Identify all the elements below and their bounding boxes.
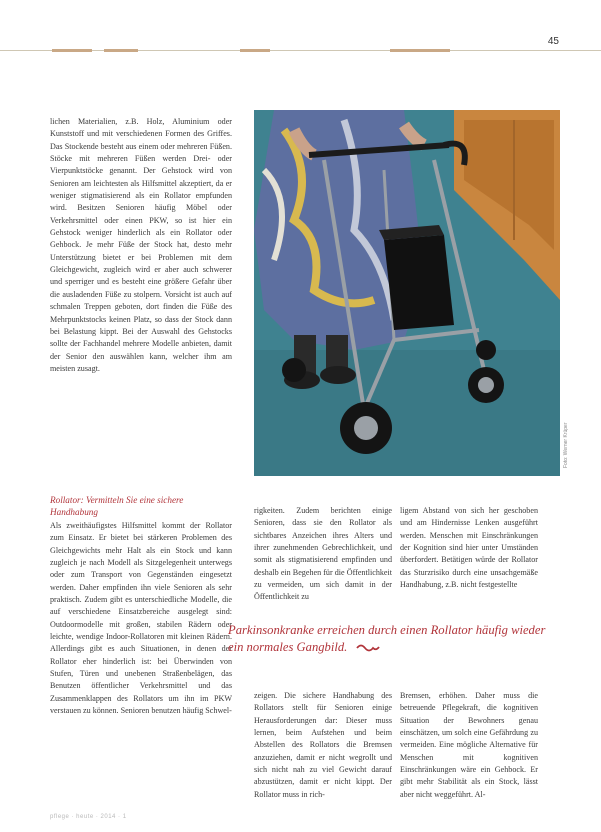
- paragraph: lichen Materialien, z.B. Holz, Aluminium oder Kunststoff und mit verschiedenen Formen des Griffes. Das Stockende besteht aus einem oder mehreren Füßen. Stöcke mit mehreren Füßen werden Drei- oder Vierpunktstöcke genannt. Der Gehstock wird von Senioren am leichtesten als Hilfsmittel akzeptiert, da er weniger stigmatisierend als ein Rollator empfunden wird. Besitzen Senioren häufig Möbel oder Verkehrsmittel oder einen PKW, so ist hier ein Gehstock weniger hinderlich als ein Rollator oder Gehbock. Je mehr Füße der Stock hat, desto mehr Unterstützung bietet er bei Problemen mit dem Gleichgewicht, zugleich wird er aber auch schwerer und sperriger und es besteht eine größere Gefahr über die ausladenden Füße zu stolpern. Vorsicht ist auch auf schmalen Treppen geboten, dort finden die Füße des Mehrpunktstocks keinen Platz, so dass der Stock dann bei Belastung kippt. Bei der Auswahl des Gehstocks sollte der Fachhandel mehrere Modelle anbieten, damit der Senior den auswählen kann, welcher ihm am meisten zusagt.: [50, 117, 232, 373]
- paragraph: Bremsen, erhöhen. Daher muss die betreuende Pflegekraft, die kognitiven Situation der Bewohners genau einschätzen, um solch eine Gefährdung zu vermeiden. Eine mögliche Alternative für Menschen mit kognitiven Einschränkungen wäre ein Gehbock. Er gibt mehr Stabilität als ein Stock, lässt aber nicht weggeführt. Al-: [400, 691, 538, 799]
- pull-quote-text: Parkinsonkranke erreichen durch einen Rollator häufig wieder ein normales Gangbild.: [228, 623, 546, 654]
- article-column-3-bottom: [400, 690, 538, 801]
- article-column-2-top: [254, 505, 392, 604]
- article-column-2-bottom: [254, 690, 392, 801]
- page-footer: pflege · heute · 2014 · 1: [50, 814, 127, 820]
- photo-credit: Foto: Werner Krüper: [563, 422, 569, 468]
- paragraph: Als zweithäufigstes Hilfsmittel kommt der Rollator zum Einsatz. Er bietet bei stärkeren Problemen des Gleichgewichts mehr Halt als ein Stock und kann zugleich je nach Modell als Sitzgelegenheit unterwegs oder zum Transport von Gegenständen eingesetzt werden. Daher empfinden ihn viele Senioren als sehr praktisch. Zudem gibt es unterschiedliche Modelle, die auf verschiedene Einsatzbereiche ausgelegt sind: Outdoormodelle mit großen, stabilen Rädern oder leichte, wendige Indoor-Rollatoren mit kleinen Rädern. Allerdings gibt es auch Situationen, in denen der Rollator eher hinderlich ist: bei Überwinden von Stufen, Türen und unebenen Straßenbelägen, das Benutzen öffentlicher Verkehrsmittel und das Zusammenklappen des Rollators um ihn im PKW verstauen zu können. Senioren benutzen häufig Schwel-: [50, 521, 232, 716]
- paragraph: zeigen. Die sichere Handhabung des Rollators stellt für Senioren einige Herausforderungen dar: Dieser muss lernen, beim Aufstehen und beim Abstellen des Rollators die Bremsen anzuziehen, damit er nicht wegrollt und sich nicht nah zu viel Gewicht darauf abzustützen, damit er nicht kippt. Der Rollator muss in rich-: [254, 691, 392, 799]
- paragraph: ligem Abstand von sich her geschoben und am Hindernisse Lenken ausgeführt werden. Menschen mit Einschränkungen der Kognition sind hier unter Umständen überfordert. Betätigen würde der Rollator das Sturzrisiko durch eine unsachgemäße Handhabung, z.B. nicht festgestellte: [400, 506, 538, 590]
- article-column-1-bottom: [50, 520, 232, 718]
- rollator-photo: [254, 110, 560, 476]
- paragraph: rigkeiten. Zudem berichten einige Senioren, dass sie den Rollator als sichtbares Anzeichen ihres Alters und ihrer zunehmenden Gebrechlichkeit, und somit als stigmatisierend empfinden und deshalb ein Begehen für die Öffentlichkeit zu vermeiden, um sich damit in der Öffentlichkeit zu: [254, 506, 392, 602]
- pull-quote: [228, 622, 548, 657]
- quote-ornament-icon: [356, 640, 380, 657]
- section-subheading: Rollator: Vermitteln Sie eine sichere Handhabung: [50, 495, 184, 517]
- article-column-1-top: [50, 116, 232, 375]
- page-number: 45: [547, 36, 559, 47]
- article-column-3-top: [400, 505, 538, 591]
